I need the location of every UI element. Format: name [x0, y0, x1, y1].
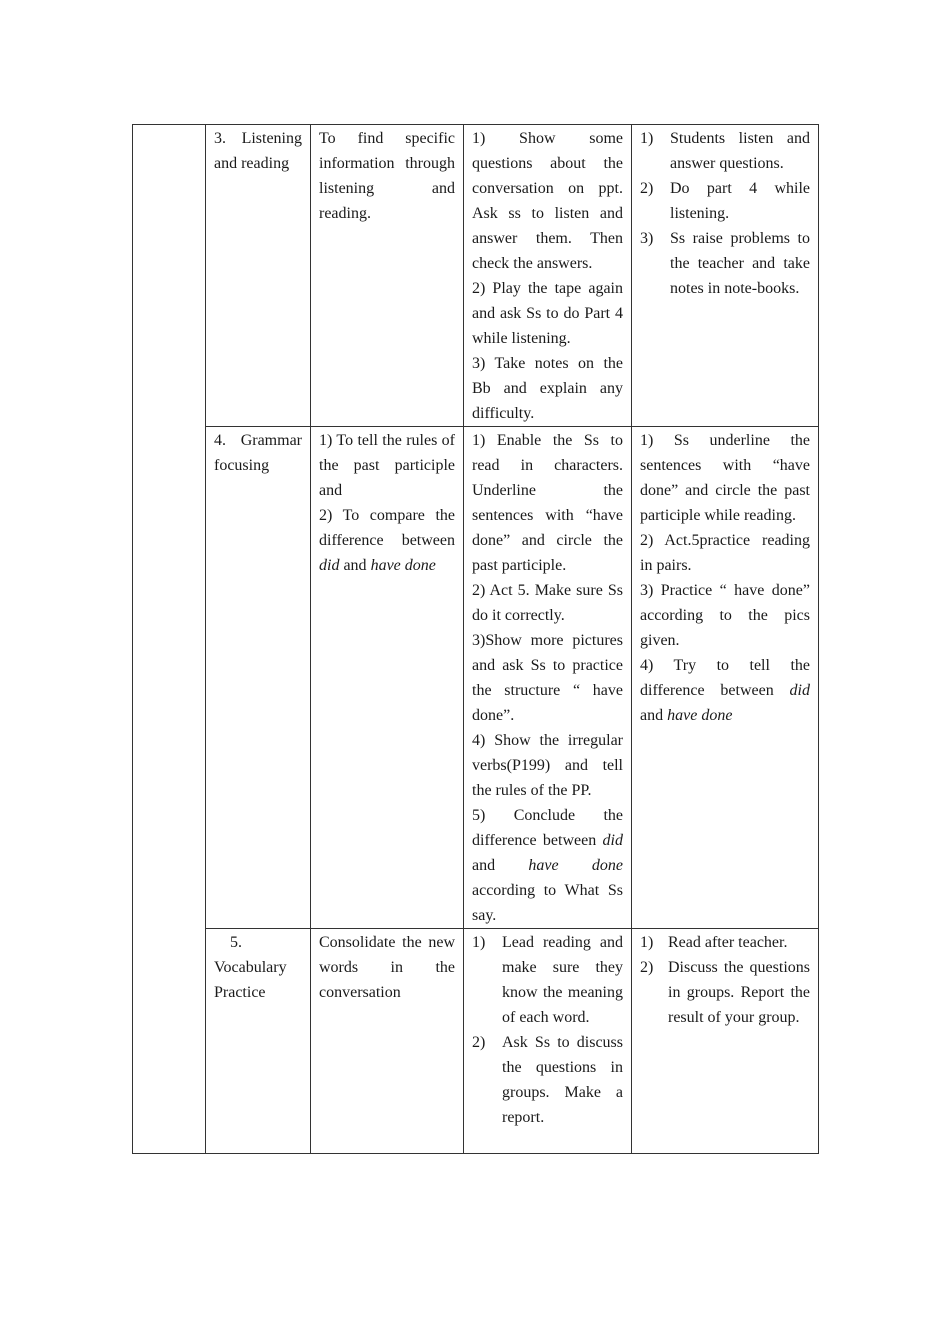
- list-item: [640, 955, 810, 1030]
- teacher-step: 1) Show some questions about the conversation on ppt. Ask ss to listen and answer them. Then check the answers.: [472, 130, 623, 272]
- student-text-italic: have done: [667, 707, 733, 724]
- student-step: 3) Practice “ have done” according to the pics given.: [640, 582, 810, 649]
- teacher-text-part: 5) Conclude the difference between: [472, 807, 623, 849]
- list-text: Students listen and answer questions.: [670, 130, 810, 172]
- list-item: [472, 930, 623, 1030]
- list-number: 2): [472, 1034, 486, 1051]
- teacher-activity-cell: [464, 125, 632, 427]
- teacher-step: 3)Show more pictures and ask Ss to practice the structure “ have done”.: [472, 632, 623, 724]
- student-text-italic: did: [789, 682, 810, 699]
- table-row: [133, 125, 819, 427]
- list-item: [640, 126, 810, 176]
- aim-text: [319, 503, 455, 578]
- list-item: [472, 1030, 623, 1130]
- teacher-step: 2) Act 5. Make sure Ss do it correctly.: [472, 582, 623, 624]
- teacher-text-part: according to What Ss say.: [472, 882, 623, 924]
- stage-column-cell: [133, 125, 206, 1154]
- table-row: [133, 427, 819, 929]
- teacher-text-italic: have done: [528, 857, 623, 874]
- step-cell: [206, 929, 311, 1154]
- step-label: 3. Listening and reading: [214, 130, 302, 172]
- aim-cell: [311, 929, 464, 1154]
- list-text: Lead reading and make sure they know the meaning of each word.: [502, 934, 623, 1026]
- step-cell: [206, 125, 311, 427]
- step-cell: [206, 427, 311, 929]
- aim-text-italic: have done: [370, 557, 436, 574]
- list-text: Ask Ss to discuss the questions in groups. Make a report.: [502, 1034, 623, 1126]
- aim-cell: [311, 427, 464, 929]
- list-item: [640, 176, 810, 226]
- step-label: 4. Grammar focusing: [214, 432, 302, 474]
- list-number: 2): [640, 180, 654, 197]
- aim-text: To find specific information through listening and reading.: [319, 130, 455, 222]
- aim-cell: [311, 125, 464, 427]
- lesson-plan-table: [132, 124, 819, 1154]
- list-item: [640, 930, 810, 955]
- student-activity-cell: [632, 125, 819, 427]
- list-number: 1): [472, 934, 486, 951]
- aim-text-italic: did: [319, 557, 340, 574]
- student-activity-cell: [632, 929, 819, 1154]
- list-text: Do part 4 while listening.: [670, 180, 810, 222]
- student-step: [640, 653, 810, 728]
- teacher-step: 4) Show the irregular verbs(P199) and tell the rules of the PP.: [472, 732, 623, 799]
- step-number: 5.: [230, 934, 242, 951]
- step-label: Vocabulary Practice: [214, 959, 287, 1001]
- aim-text-part: and: [339, 557, 371, 574]
- list-text: Read after teacher.: [668, 934, 788, 951]
- student-text-part: and: [640, 707, 668, 724]
- aim-text: Consolidate the new words in the conversation: [319, 934, 455, 1001]
- list-text: Discuss the questions in groups. Report the result of your group.: [668, 959, 810, 1026]
- teacher-step: [472, 803, 623, 928]
- teacher-activity-cell: [464, 427, 632, 929]
- student-step: 2) Act.5practice reading in pairs.: [640, 532, 810, 574]
- list-number: 1): [640, 130, 654, 147]
- list-item: [640, 226, 810, 301]
- aim-text-part: 2) To compare the difference between: [319, 507, 455, 549]
- list-number: 1): [640, 934, 654, 951]
- aim-text: 1) To tell the rules of the past participle and: [319, 432, 455, 499]
- teacher-text-italic: did: [602, 832, 623, 849]
- student-activity-cell: [632, 427, 819, 929]
- student-text-part: 4) Try to tell the difference between: [640, 657, 810, 699]
- teacher-activity-cell: [464, 929, 632, 1154]
- teacher-step: 3) Take notes on the Bb and explain any difficulty.: [472, 355, 623, 422]
- list-number: 2): [640, 959, 654, 976]
- teacher-step: 1) Enable the Ss to read in characters. Underline the sentences with “have done” and circle the past participle.: [472, 432, 623, 574]
- list-text: Ss raise problems to the teacher and take notes in note-books.: [670, 230, 810, 297]
- teacher-step: 2) Play the tape again and ask Ss to do Part 4 while listening.: [472, 280, 623, 347]
- table-row: [133, 929, 819, 1154]
- list-number: 3): [640, 230, 654, 247]
- student-step: 1) Ss underline the sentences with “have done” and circle the past participle while reading.: [640, 432, 810, 524]
- teacher-text-part: and: [472, 857, 529, 874]
